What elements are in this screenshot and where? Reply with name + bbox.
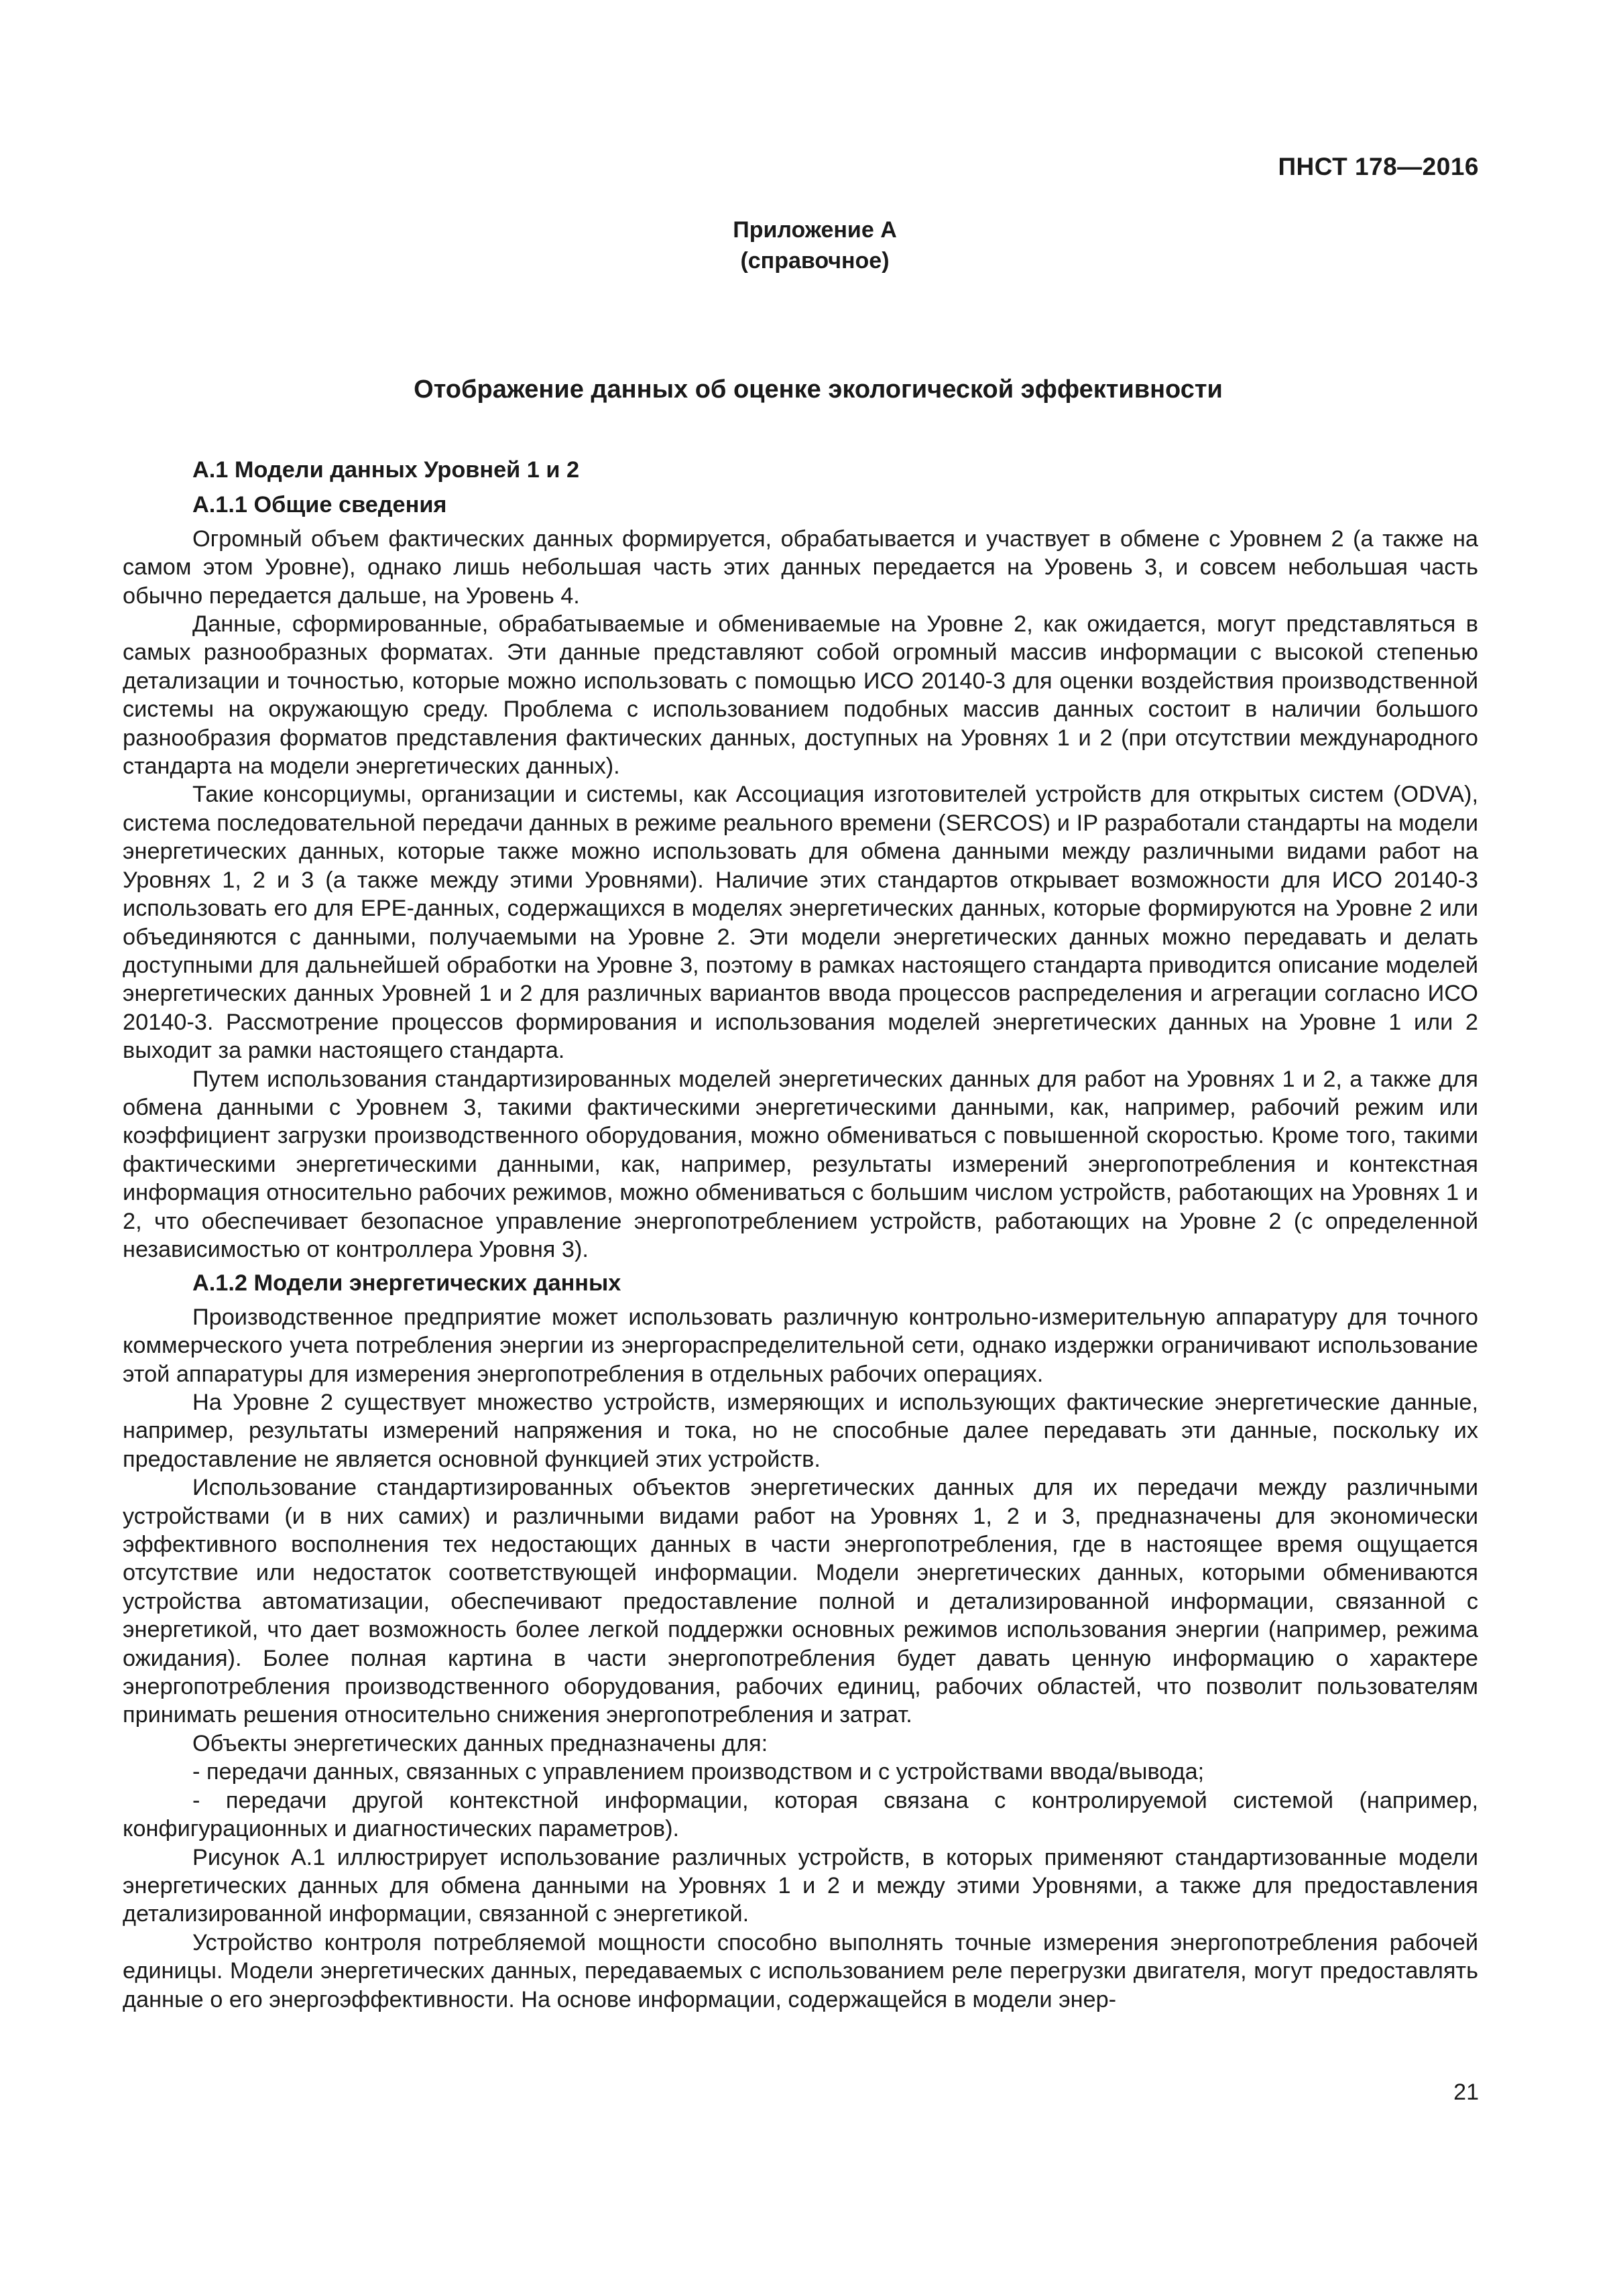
paragraph: Данные, сформированные, обрабатываемые и обмениваемые на Уровне 2, как ожидается, могут представляться в самых разнообразных форматах. Эти данные представляют собой огромный массив информации с высокой степенью детализации и точностью, которые можно использовать с помощью ИСО 20140-3 для оценки воздействия производственной системы на окружающую среду. Проблема с использованием подобных массив данных состоит в наличии большого разнообразия форматов представления фактических данных, доступных на Уровнях 1 и 2 (при отсутствии международного стандарта на модели энергетических данных).: [123, 611, 1478, 780]
appendix-heading: [0, 215, 1623, 276]
standard-code: ПНСТ 178—2016: [1278, 153, 1479, 180]
paragraph: Производственное предприятие может использовать различную контрольно-измерительную аппаратуру для точного коммерческого учета потребления энергии из энергораспределительной сети, однако издержки ограничивают использование этой аппаратуры для измерения энергопотребления в отдельных рабочих операциях.: [123, 1304, 1478, 1387]
paragraph: Огромный объем фактических данных формируется, обрабатывается и участвует в обмене с Уровнем 2 (а также на самом этом Уровне), однако лишь небольшая часть этих данных передается на Уровень 3, и совсем небольшая часть обычно передается дальше, на Уровень 4.: [123, 526, 1478, 609]
page-number: 21: [1453, 2079, 1479, 2105]
paragraph: Устройство контроля потребляемой мощности способно выполнять точные измерения энергопотребления рабочей единицы. Модели энергетических данных, передаваемых с использованием реле перегрузки двигателя, могут предоставлять данные о его энергоэффективности. На основе информации, содержащейся в модели энер-: [123, 1929, 1478, 2012]
section-heading-a11: А.1.1 Общие сведения: [192, 492, 447, 518]
paragraph: На Уровне 2 существует множество устройств, измеряющих и использующих фактические энергетические данные, например, результаты измерений напряжения и тока, но не способные далее передавать эти данные, поскольку их предоставление не является основной функцией этих устройств.: [123, 1390, 1478, 1472]
section-heading-a1: А.1 Модели данных Уровней 1 и 2: [192, 457, 580, 483]
document-title: Отображение данных об оценке экологической эффективности: [414, 375, 1223, 404]
paragraph: Путем использования стандартизированных моделей энергетических данных для работ на Уровнях 1 и 2, а также для обмена данными с Уровнем 3, такими фактическими энергетическими данными, как, например, рабочий режим или коэффициент загрузки производственного оборудования, можно обмениваться с повышенной скоростью. Кроме того, такими фактическими энергетическими данными, как, например, результаты измерений энергопотребления и контекстная информация относительно рабочих режимов, можно обмениваться с большим числом устройств, работающих на Уровнях 1 и 2, что обеспечивает безопасное управление энергопотреблением устройств, работающих на Уровне 2 (с определенной независимостью от контроллера Уровня 3).: [123, 1066, 1478, 1262]
paragraph: Рисунок А.1 иллюстрирует использование различных устройств, в которых применяют стандартизованные модели энергетических данных для обмена данными на Уровнях 1 и 2 и между этими Уровнями, а также для предоставления детализированной информации, связанной с энергетикой.: [123, 1844, 1478, 1927]
list-item: - передачи данных, связанных с управлением производством и с устройствами ввода/вывода;: [192, 1759, 1205, 1785]
paragraph: Использование стандартизированных объектов энергетических данных для их передачи между различными устройствами (и в них самих) и различными видами работ на Уровнях 1, 2 и 3, предназначены для экономически эффективного восполнения тех недостающих данных в части энергопотребления, где в настоящее время ощущается отсутствие или недостаток соответствующей информации. Модели энергетических данных, которыми обмениваются устройства автоматизации, обеспечивают предоставление полной и детализированной информации, связанной с энергетикой, что дает возможность более легкой поддержки основных режимов использования энергии (например, режима ожидания). Более полная картина в части энергопотребления будет давать ценную информацию о характере энергопотребления производственного оборудования, рабочих единиц, рабочих областей, что позволит пользователям принимать решения относительно снижения энергопотребления и затрат.: [123, 1475, 1478, 1728]
paragraph: Такие консорциумы, организации и системы, как Ассоциация изготовителей устройств для открытых систем (ODVA), система последовательной передачи данных в режиме реального времени (SERCOS) и IP разработали стандарты на модели энергетических данных, которые также можно использовать для обмена данными между различными видами работ на Уровнях 1, 2 и 3 (а также между этими Уровнями). Наличие этих стандартов открывает возможности для ИСО 20140-3 использовать его для ЕРЕ-данных, содержащихся в моделях энергетических данных, которые формируются на Уровне 2 или объединяются с данными, получаемыми на Уровне 2. Эти модели энергетических данных можно передавать и делать доступными для дальнейшей обработки на Уровне 3, поэтому в рамках настоящего стандарта приводится описание моделей энергетических данных Уровней 1 и 2 для различных вариантов ввода процессов распределения и агрегации согласно ИСО 20140-3. Рассмотрение процессов формирования и использования моделей энергетических данных на Уровне 1 или 2 выходит за рамки настоящего стандарта.: [123, 782, 1478, 1064]
list-item: - передачи другой контекстной информации, которая связана с контролируемой системой (например, конфигурационных и диагностических параметров).: [123, 1787, 1478, 1842]
appendix-note: (справочное): [740, 248, 890, 274]
appendix-title: Приложение А: [733, 217, 897, 243]
section-heading-a12: А.1.2 Модели энергетических данных: [192, 1270, 621, 1296]
paragraph: Объекты энергетических данных предназначены для:: [192, 1730, 768, 1756]
document-body: [123, 456, 1478, 2014]
